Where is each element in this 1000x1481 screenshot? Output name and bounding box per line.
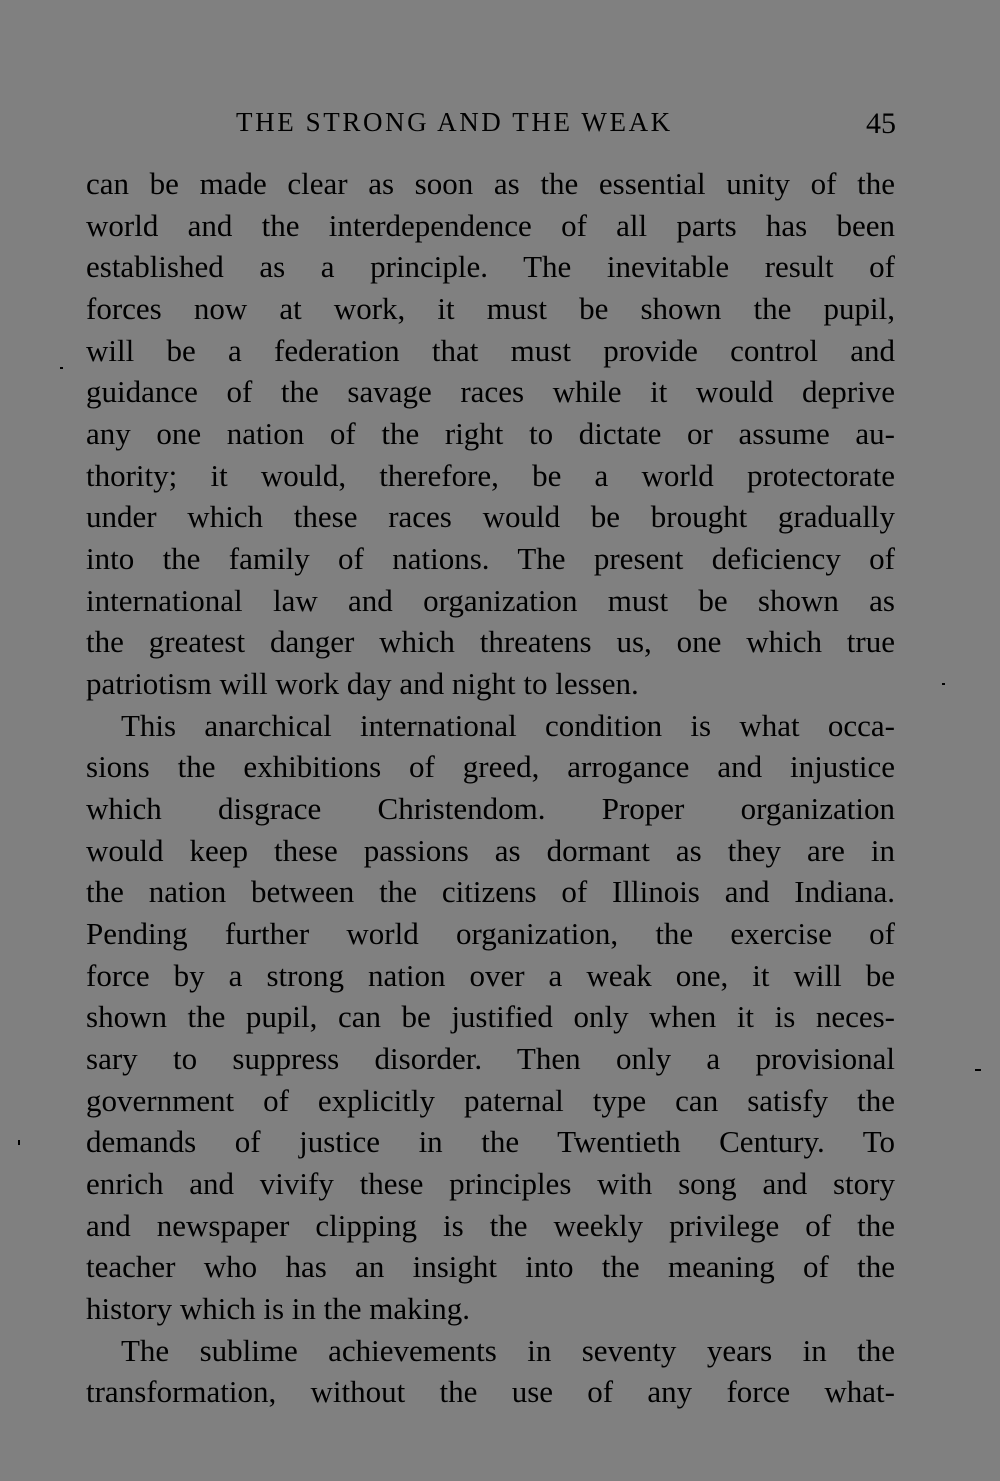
text-line: patriotism will work day and night to lessen. xyxy=(86,666,639,701)
text-line: transformation, without the use of any force what- xyxy=(86,1374,895,1409)
scan-speck xyxy=(942,683,945,685)
scan-speck xyxy=(60,367,63,369)
text-line: will be a federation that must provide control and xyxy=(86,333,895,368)
text-line: the nation between the citizens of Illinois and Indiana. xyxy=(86,874,895,909)
text-line: shown the pupil, can be justified only when it is neces- xyxy=(86,999,895,1034)
text-line: This anarchical international condition is what occa- xyxy=(121,708,895,743)
text-line: sary to suppress disorder. Then only a provisional xyxy=(86,1041,895,1076)
scan-speck xyxy=(975,1069,981,1071)
text-line: history which is in the making. xyxy=(86,1291,471,1326)
text-line: force by a strong nation over a weak one, it will be xyxy=(86,958,895,993)
text-line: guidance of the savage races while it would deprive xyxy=(86,374,895,409)
text-line: government of explicitly paternal type can satisfy the xyxy=(86,1083,895,1118)
text-line: under which these races would be brought gradually xyxy=(86,499,895,534)
text-line: The sublime achievements in seventy years in the xyxy=(121,1333,895,1368)
text-line: any one nation of the right to dictate or assume au- xyxy=(86,416,895,451)
scan-speck xyxy=(18,1140,20,1145)
text-line: demands of justice in the Twentieth Century. To xyxy=(86,1124,895,1159)
text-line: would keep these passions as dormant as they are in xyxy=(86,833,895,868)
page-header xyxy=(86,100,896,144)
running-head: THE STRONG AND THE WEAK xyxy=(236,107,673,137)
text-line: Pending further world organization, the exercise of xyxy=(86,916,895,951)
page-number: 45 xyxy=(866,107,896,140)
text-line: sions the exhibitions of greed, arrogance and injustice xyxy=(86,749,895,784)
text-line: forces now at work, it must be shown the pupil, xyxy=(86,291,895,326)
text-line: and newspaper clipping is the weekly privilege of the xyxy=(86,1208,895,1243)
text-line: into the family of nations. The present deficiency of xyxy=(86,541,895,576)
text-line: thority; it would, therefore, be a world protectorate xyxy=(86,458,895,493)
text-line: the greatest danger which threatens us, one which true xyxy=(86,624,895,659)
text-line: international law and organization must be shown as xyxy=(86,583,895,618)
text-line: established as a principle. The inevitable result of xyxy=(86,249,895,284)
text-line: can be made clear as soon as the essential unity of the xyxy=(86,166,895,201)
text-line: world and the interdependence of all parts has been xyxy=(86,208,895,243)
text-line: teacher who has an insight into the meaning of the xyxy=(86,1249,895,1284)
text-line: enrich and vivify these principles with song and story xyxy=(86,1166,895,1201)
text-line: which disgrace Christendom. Proper organization xyxy=(86,791,895,826)
